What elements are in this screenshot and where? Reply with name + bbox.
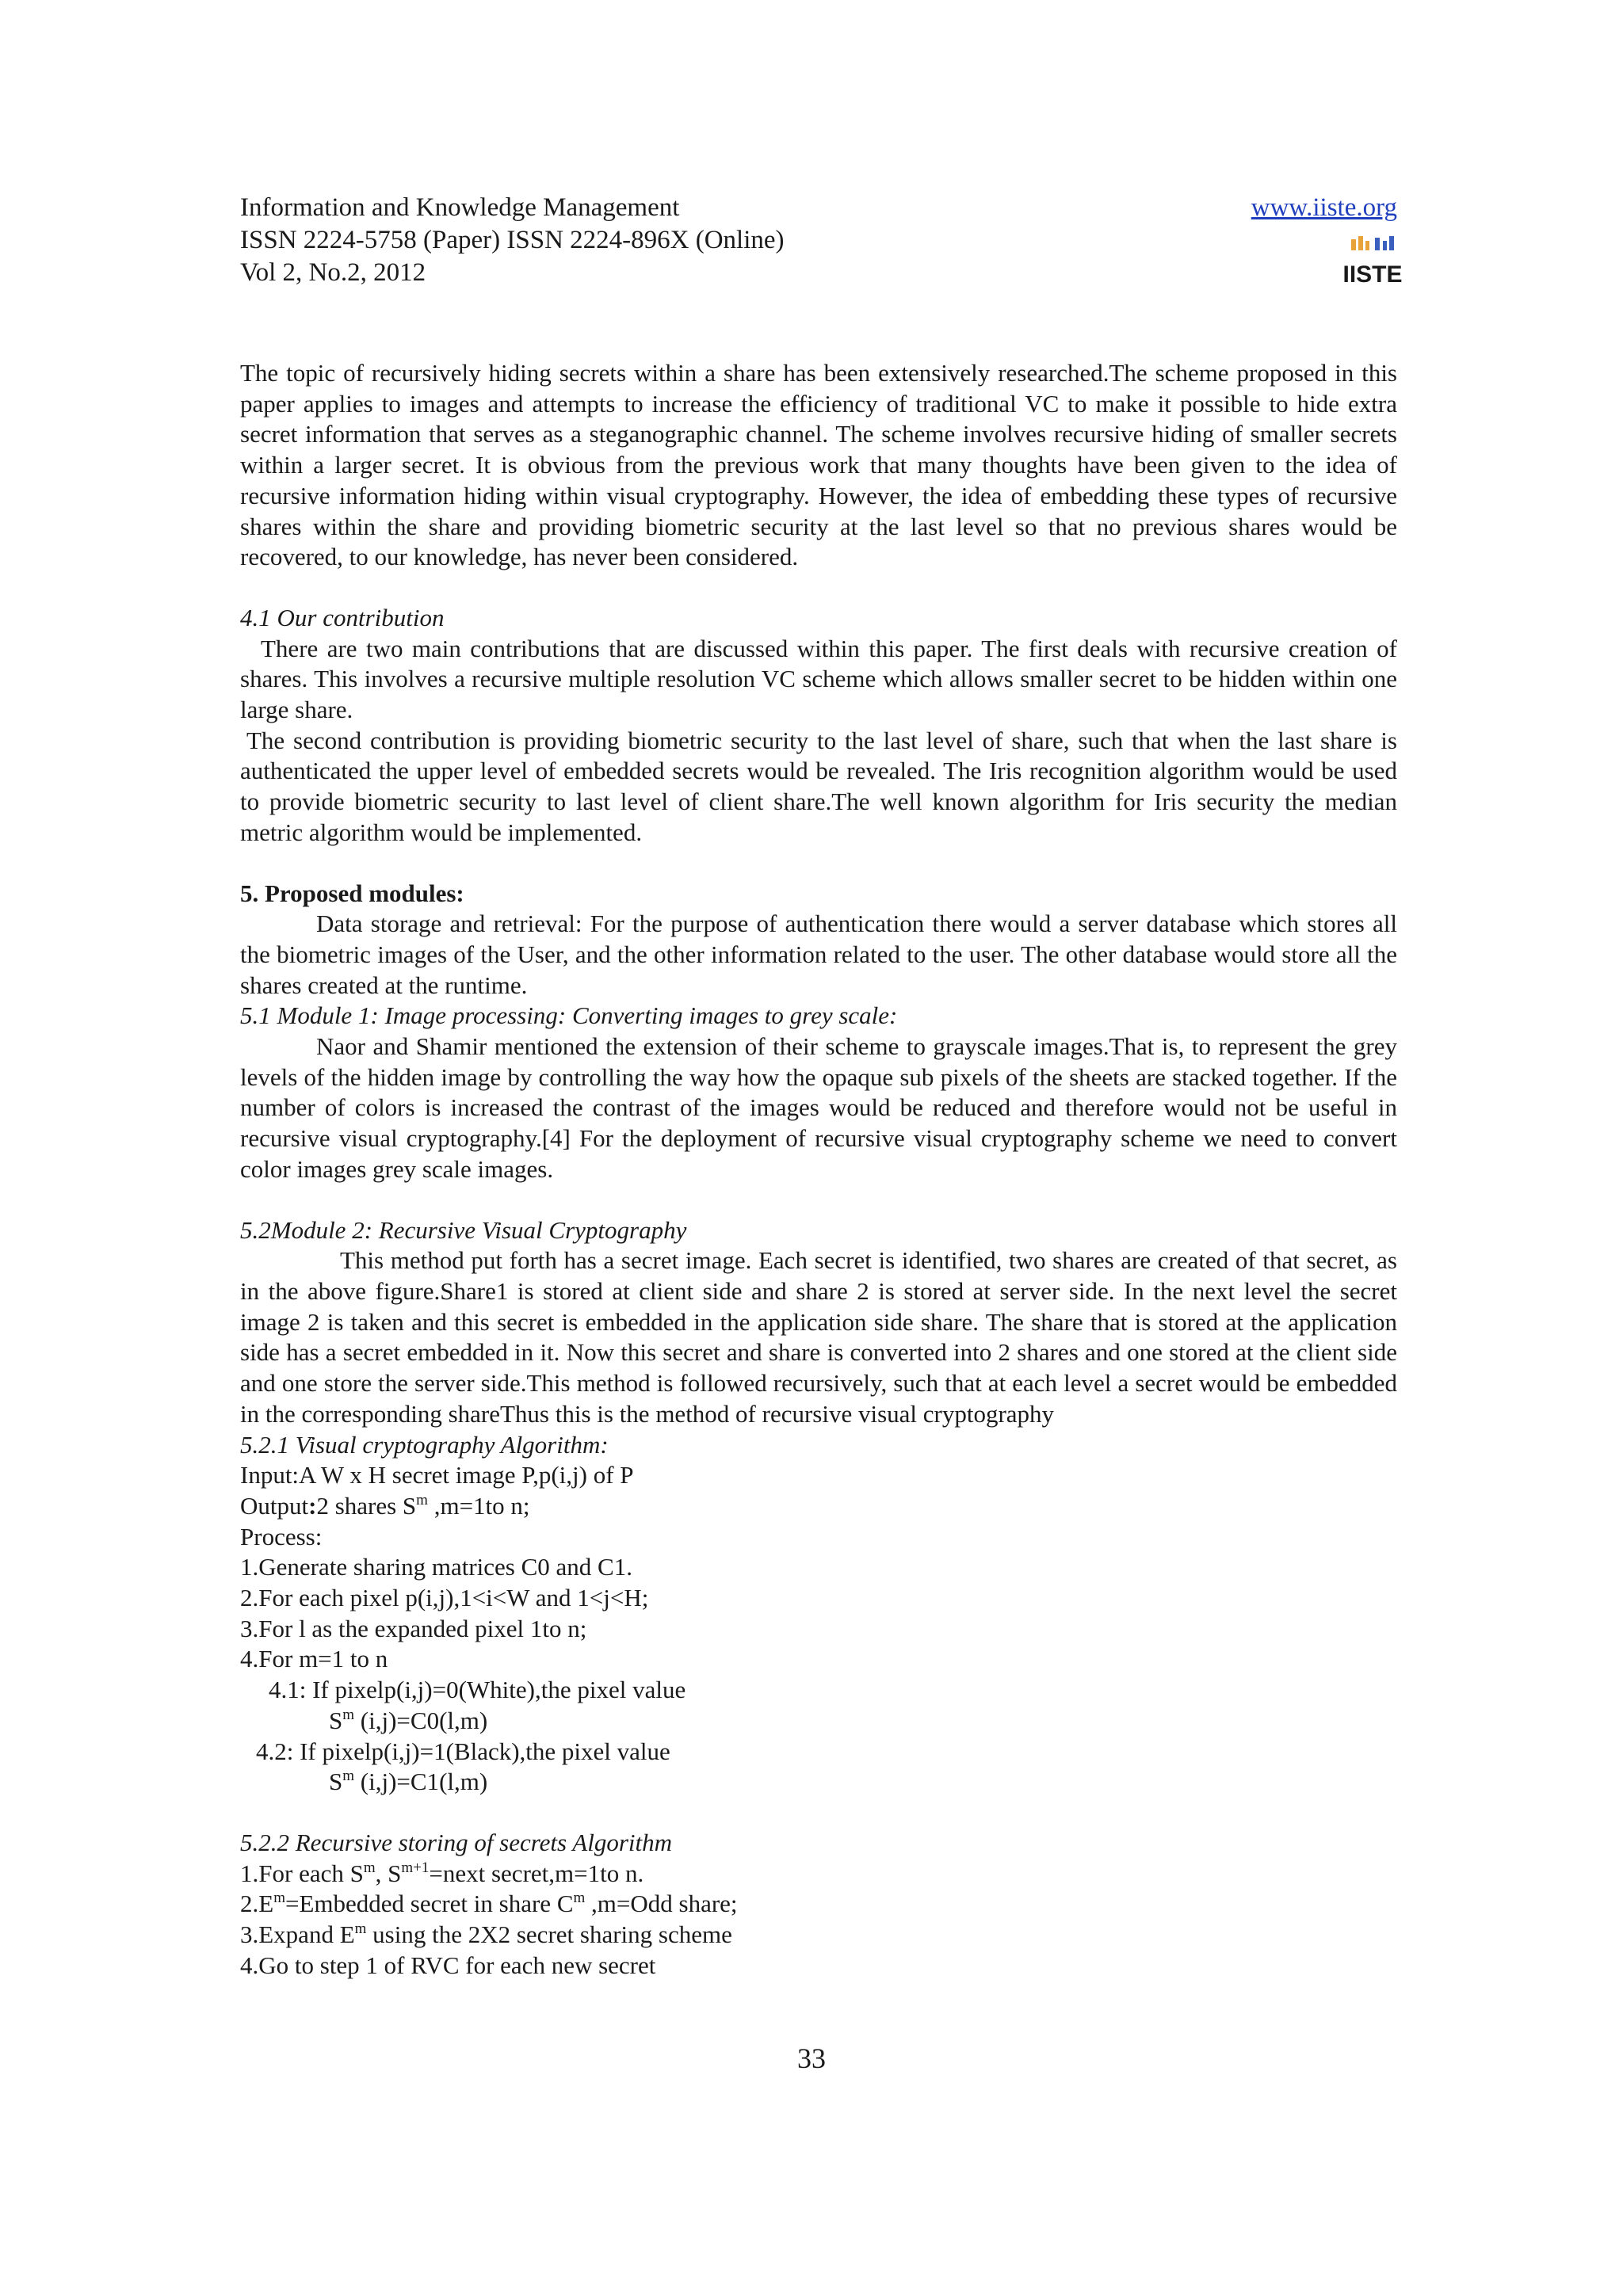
- website-link[interactable]: www.iiste.org: [1251, 193, 1397, 222]
- contribution-para-1: There are two main contributions that are discussed within this paper. The first deals with recursive creation of shares. This involves a recursive multiple resolution VC scheme which allows smaller secret to be hidden within one large share.: [240, 634, 1397, 724]
- module2-paragraph: This method put forth has a secret image. Each secret is identified, two shares are created of that secret, as in the above figure.Share1 is stored at client side and share 2 is stored at server side. In the next level the secret image 2 is taken and this secret is embedded in the application side share. The share that is stored at the application side has a secret embedded in it. Now this secret and share is converted into 2 shares and one stored at the client side and one store the server side.This method is followed recursively, such that at each level a secret would be embedded in the corresponding shareThus this is the method of recursive visual cryptography: [240, 1246, 1397, 1428]
- intro-paragraph: The topic of recursively hiding secrets within a share has been extensively researched.The scheme proposed in this paper applies to images and attempts to increase the efficiency of traditional VC to make it possible to hide extra secret information that serves as a steganographic channel. The scheme involves recursive hiding of smaller secrets within a larger secret. It is obvious from the previous work that many thoughts have been given to the idea of recursive information hiding within visual cryptography. However, the idea of embedding these types of recursive shares within the share and providing biometric security at the last level so that no previous shares would be recovered, to our knowledge, has never been considered.: [240, 359, 1397, 571]
- iiste-logo: [1342, 235, 1403, 288]
- rsa-step-1: 1.For each $S^m$, $S^{m+1}=next$ secret,m=1to n.: [240, 1859, 644, 1887]
- rsa-step-3: 3.Expand $E^m$ using the 2X2 secret sharing scheme: [240, 1920, 732, 1949]
- heading-4-1: 4.1 Our contribution: [240, 603, 445, 631]
- journal-volume: Vol 2, No.2, 2012: [240, 258, 426, 287]
- algo-process: Process:: [240, 1522, 323, 1550]
- heading-5-2-1: 5.2.1 Visual cryptography Algorithm:: [240, 1430, 609, 1459]
- module1-paragraph: Naor and Shamir mentioned the extension of their scheme to grayscale images.That is, to represent the grey levels of the hidden image by controlling the way how the opaque sub pixels of the sheets are stacked together. If the number of colors is increased the contrast of the images would be reduced and therefore would not be useful in recursive visual cryptography.[4] For the deployment of recursive visual cryptography scheme we need to convert color images grey scale images.: [240, 1032, 1397, 1183]
- heading-5: 5. Proposed modules:: [240, 879, 464, 907]
- journal-title: Information and Knowledge Management: [240, 193, 680, 222]
- algo-step-2: 2.For each pixel p(i,j),1<i<W and 1<j<H;: [240, 1584, 649, 1612]
- algo-step-4: 4.For m=1 to n: [240, 1645, 388, 1673]
- algo-step-3: 3.For l as the expanded pixel 1to n;: [240, 1614, 587, 1642]
- logo-text: IISTE: [1342, 261, 1403, 288]
- contribution-para-2: The second contribution is providing biometric security to the last level of share, such that when the last share is authenticated the upper level of embedded secrets would be revealed. The Iris recognition algorithm would be used to provide biometric security to last level of client share.The well known algorithm for Iris security the median metric algorithm would be implemented.: [240, 726, 1397, 846]
- heading-5-2: 5.2Module 2: Recursive Visual Cryptography: [240, 1215, 687, 1244]
- algo-step-4-1-expr: $S^m$ (i,j)=C0(l,m): [329, 1706, 488, 1734]
- algo-step-4-2: 4.2: If pixelp(i,j)=1(Black),the pixel value: [256, 1737, 670, 1765]
- algo-step-1: 1.Generate sharing matrices C0 and C1.: [240, 1553, 632, 1581]
- modules-paragraph: Data storage and retrieval: For the purpose of authentication there would a server database which stores all the biometric images of the User, and the other information related to the user. The other database would store all the shares created at the runtime.: [240, 910, 1397, 999]
- page-body: [240, 358, 1397, 1981]
- heading-5-1: 5.1 Module 1: Image processing: Converting images to grey scale:: [240, 1001, 898, 1030]
- page-number: 33: [797, 2042, 826, 2074]
- algo-output: Output:2 shares $S^m$ ,m=1to n;: [240, 1491, 530, 1520]
- algo-step-4-1: 4.1: If pixelp(i,j)=0(White),the pixel value: [269, 1676, 686, 1704]
- rsa-step-2: $2.E^m=Embedded$ secret in share $C^m$ ,m=Odd share;: [240, 1890, 738, 1918]
- journal-info: [240, 192, 785, 289]
- journal-issn: ISSN 2224-5758 (Paper) ISSN 2224-896X (Online): [240, 226, 785, 254]
- rsa-step-4: 4.Go to step 1 of RVC for each new secret: [240, 1951, 656, 1979]
- algo-step-4-2-expr: $S^m$ (i,j)=C1(l,m): [329, 1768, 488, 1796]
- algo-input: Input:A W x H secret image P,p(i,j) of P: [240, 1461, 634, 1489]
- heading-5-2-2: 5.2.2 Recursive storing of secrets Algorithm: [240, 1828, 673, 1856]
